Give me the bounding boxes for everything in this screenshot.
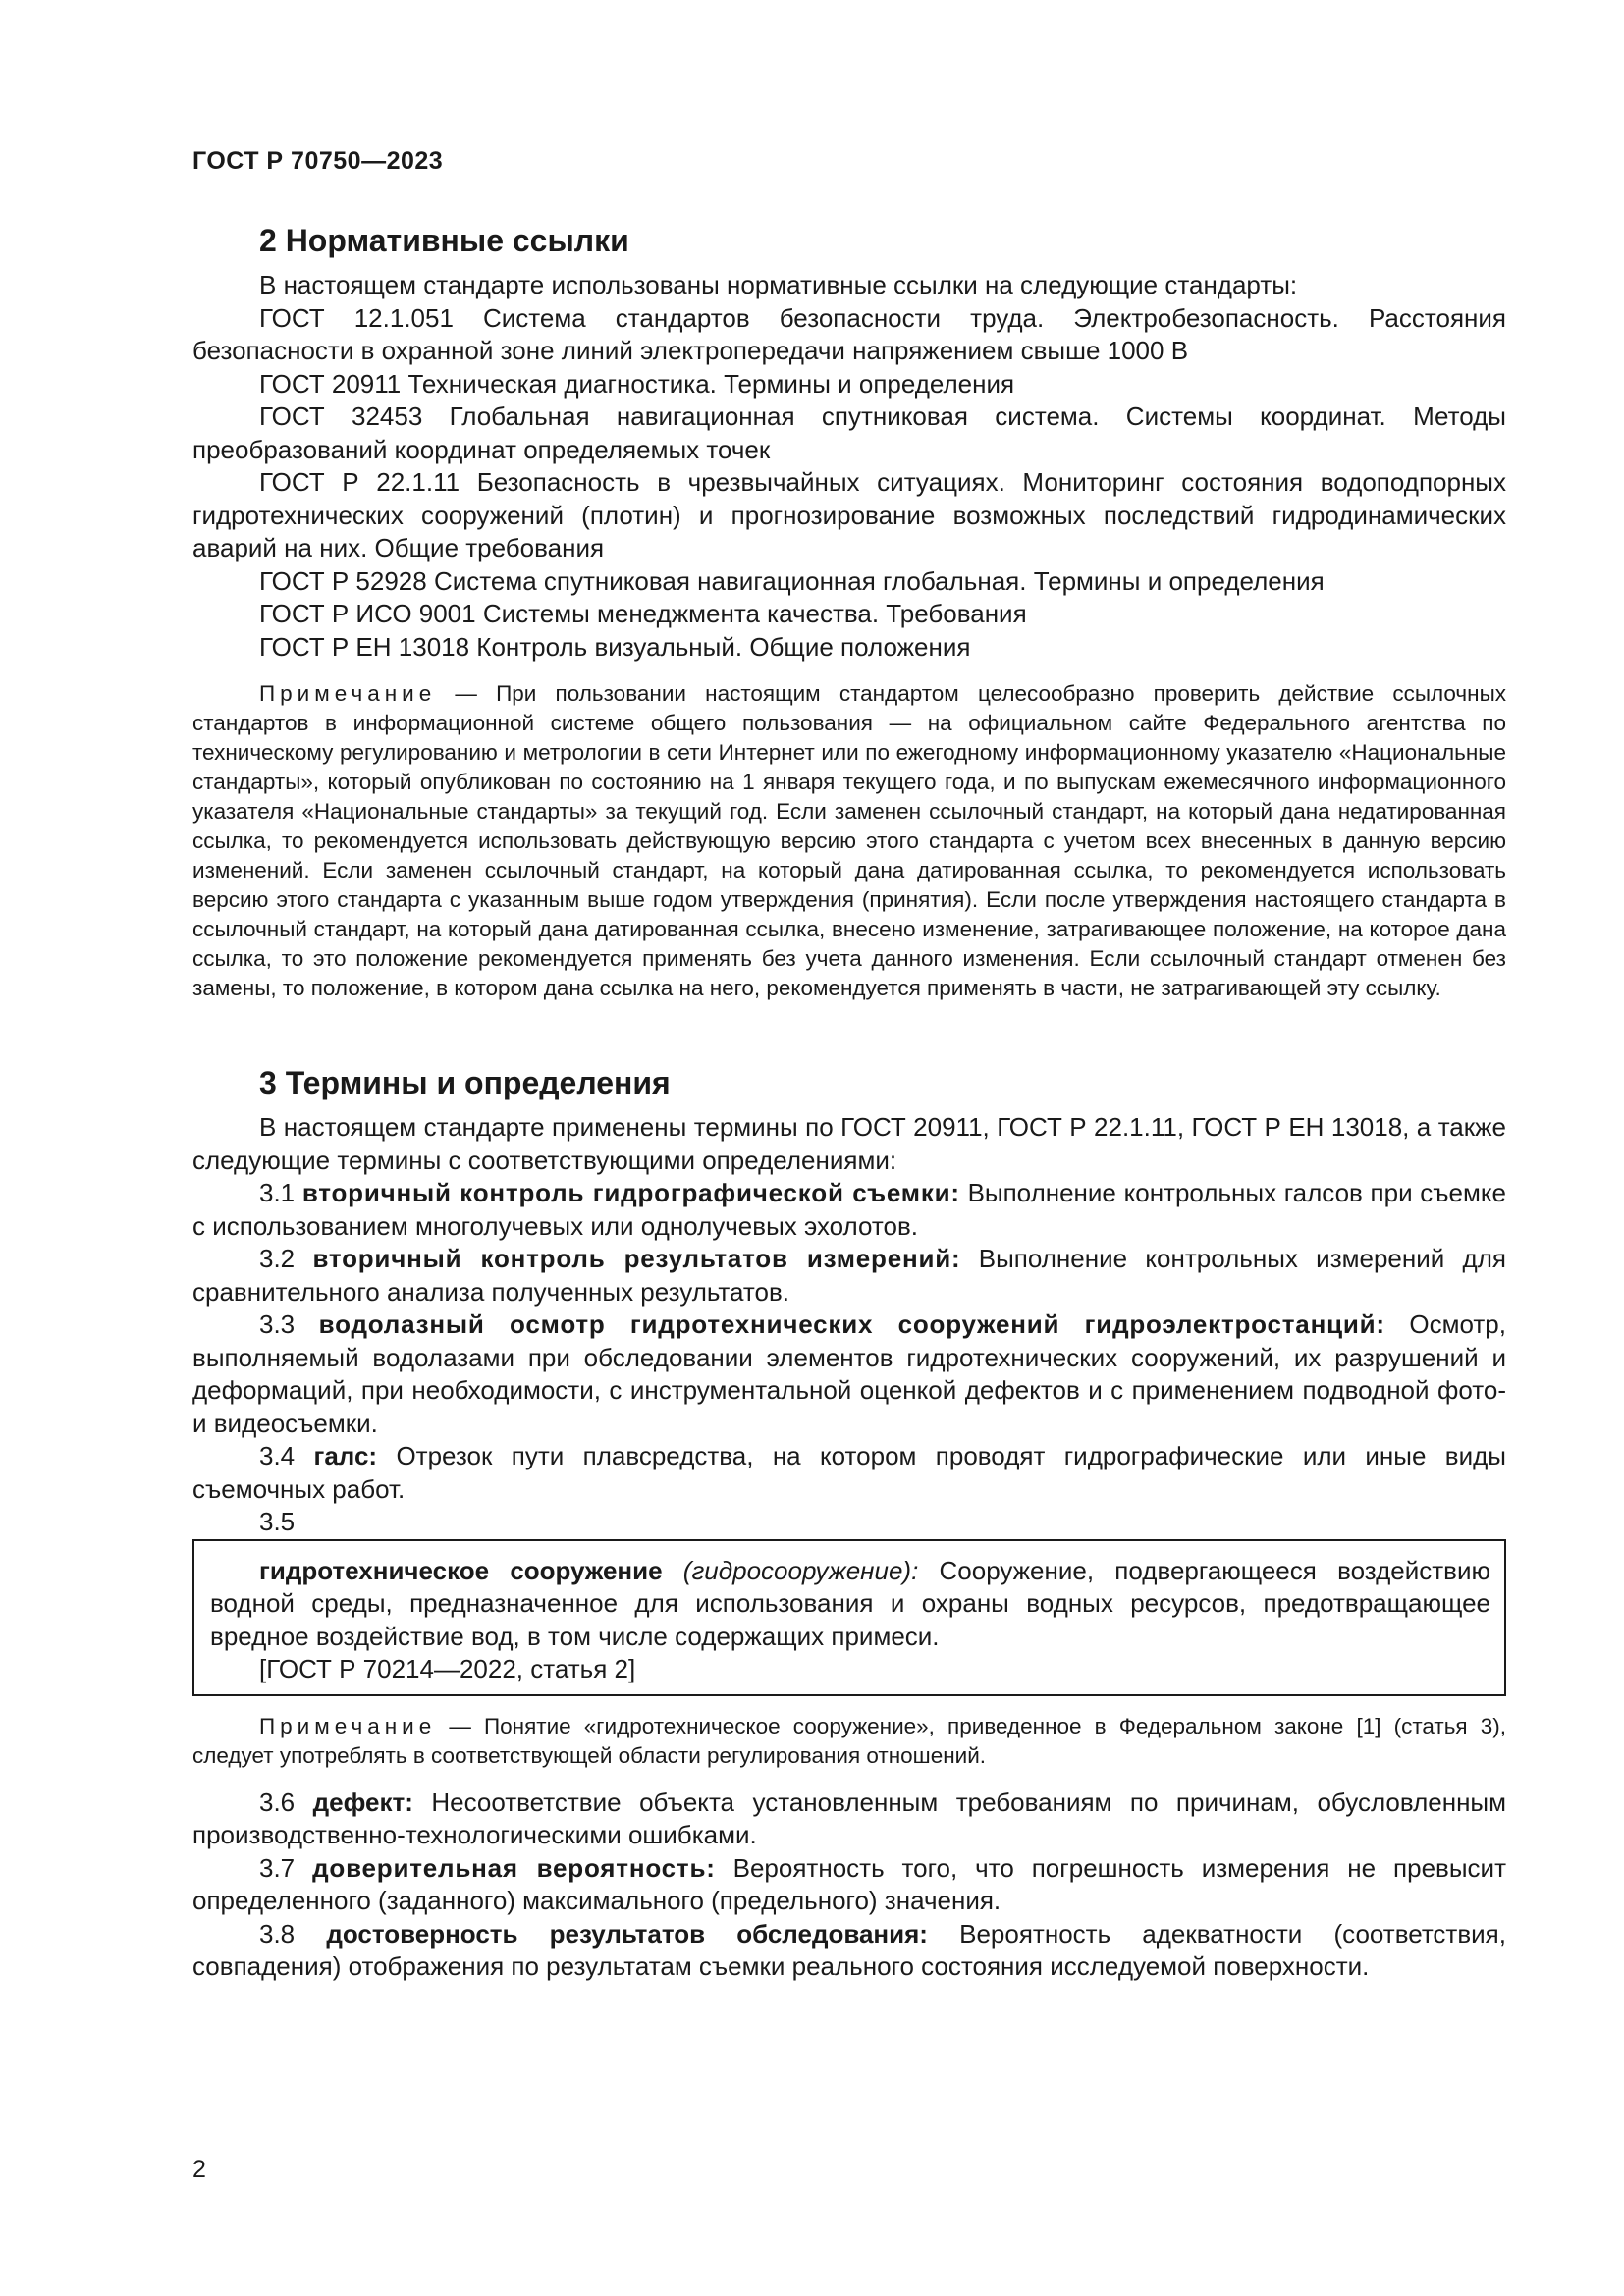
reference-item: ГОСТ 32453 Глобальная навигационная спутниковая система. Системы координат. Методы преобразований координат определяемых точек xyxy=(192,401,1506,464)
term-definition: 3.8 достоверность результатов обследования: Вероятность адекватности (соответствия, совпадения) отображения по результатам съемки реального состояния исследуемой поверхности. xyxy=(192,1918,1506,1981)
section-2-intro: В настоящем стандарте использованы нормативные ссылки на следующие стандарты: xyxy=(259,270,1298,299)
reference-item: ГОСТ Р ЕН 13018 Контроль визуальный. Общие положения xyxy=(259,631,971,662)
reference-item: ГОСТ 12.1.051 Система стандартов безопасности труда. Электробезопасность. Расстояния безопасности в охранной зоне линий электропередачи напряжением свыше 1000 В xyxy=(192,302,1506,365)
term-synonym: (гидросооружение): xyxy=(662,1555,919,1585)
quoted-term-box xyxy=(192,1539,1506,1696)
term-source: [ГОСТ Р 70214—2022, статья 2] xyxy=(259,1654,636,1683)
term-definition: 3.4 галс: Отрезок пути плавсредства, на котором проводят гидрографические или иные виды съемочных работ. xyxy=(192,1441,1506,1504)
term-definition: 3.3 водолазный осмотр гидротехнических сооружений гидроэлектростанций: Осмотр, выполняемый водолазами при обследовании элементов гидротехнических сооружений, их разрушений и деформаций, при необходимости, с инструментальной оценкой дефектов и с применением подводной фото- и видеосъемки. xyxy=(192,1309,1506,1438)
term-definition: 3.7 доверительная вероятность: Вероятность того, что погрешность измерения не превысит определенного (заданного) максимального (предельного) значения. xyxy=(192,1852,1506,1915)
reference-item: ГОСТ Р 52928 Система спутниковая навигационная глобальная. Термины и определения xyxy=(259,565,1325,596)
page-content xyxy=(192,218,1506,1984)
term-name: галс: xyxy=(313,1441,378,1470)
section-2-note xyxy=(192,679,1506,1003)
section-2-title: 2 Нормативные ссылки xyxy=(259,223,629,258)
section-3-title: 3 Термины и определения xyxy=(259,1065,671,1100)
term-definition: 3.2 вторичный контроль результатов измерений: Выполнение контрольных измерений для сравнительного анализа полученных результатов. xyxy=(192,1244,1506,1307)
term-definition: 3.6 дефект: Несоответствие объекта установленным требованиям по причинам, обусловленным производственно-технологическими ошибками. xyxy=(192,1787,1506,1849)
term-name: водолазный осмотр гидротехнических сооружений гидроэлектростанций: xyxy=(318,1309,1385,1339)
document-code: ГОСТ Р 70750—2023 xyxy=(192,147,444,175)
term-definition: 3.1 вторичный контроль гидрографической съемки: Выполнение контрольных галсов при съемке с использованием многолучевых или однолучевых эхолотов. xyxy=(192,1178,1506,1241)
page-number: 2 xyxy=(192,2156,206,2183)
term-name: вторичный контроль результатов измерений: xyxy=(312,1244,961,1273)
reference-item: ГОСТ 20911 Техническая диагностика. Термины и определения xyxy=(259,368,1015,399)
reference-item: ГОСТ Р 22.1.11 Безопасность в чрезвычайных ситуациях. Мониторинг состояния водоподпорных гидротехнических сооружений (плотин) и прогнозирование возможных последствий гидродинамических аварий на них. Общие требования xyxy=(192,467,1506,562)
note-label: Примечание xyxy=(259,1713,437,1738)
term-name: дефект: xyxy=(312,1787,413,1817)
term-name: доверительная вероятность: xyxy=(312,1852,716,1883)
reference-item: ГОСТ Р ИСО 9001 Системы менеджмента качества. Требования xyxy=(259,599,1027,628)
note-text: — При пользовании настоящим стандартом целесообразно проверить действие ссылочных стандартов в информационной системе общего пользования — на официальном сайте Федерального агентства по техническому регулированию и метрологии в сети Интернет или по ежегодному информационному указателю «Национальные стандарты», который опубликован по состоянию на 1 января текущего года, и по выпускам ежемесячного информационного указателя «Национальные стандарты» за текущий год. Если заменен ссылочный стандарт, на который дана недатированная ссылка, то рекомендуется использовать действующую версию этого стандарта с учетом всех внесенных в данную версию изменений. Если заменен ссылочный стандарт, на который дана датированная ссылка, то рекомендуется использовать версию этого стандарта с указанным выше годом утверждения (принятия). Если после утверждения настоящего стандарта в ссылочный стандарт, на который дана датированная ссылка, внесено изменение, затрагивающее положение, на которое дана ссылка, то это положение рекомендуется применять без учета данного изменения. Если ссылочный стандарт отменен без замены, то положение, в котором дана ссылка на него, рекомендуется применять в части, не затрагивающей эту ссылку. xyxy=(192,681,1506,1000)
term-name: достоверность результатов обследования: xyxy=(326,1918,928,1949)
term-definition: гидротехническое сооружение (гидросооружение): Сооружение, подвергающееся воздействию водной среды, предназначенное для использования и охраны водных ресурсов, предотвращающее вредное воздействие вод, в том числе содержащих примеси. xyxy=(210,1555,1491,1651)
term-name: гидротехническое сооружение xyxy=(259,1555,663,1585)
term-number: 3.5 xyxy=(259,1507,296,1536)
section-3-note xyxy=(192,1712,1506,1771)
note-text: — Понятие «гидротехническое сооружение», приведенное в Федеральном законе [1] (статья 3), следует употреблять в соответствующей области регулирования отношений. xyxy=(192,1713,1506,1768)
term-name: вторичный контроль гидрографической съемки: xyxy=(301,1178,960,1207)
note-label: Примечание xyxy=(259,681,437,706)
section-3-intro: В настоящем стандарте применены термины по ГОСТ 20911, ГОСТ Р 22.1.11, ГОСТ Р ЕН 13018, а также следующие термины с соответствующими определениями: xyxy=(192,1112,1506,1175)
